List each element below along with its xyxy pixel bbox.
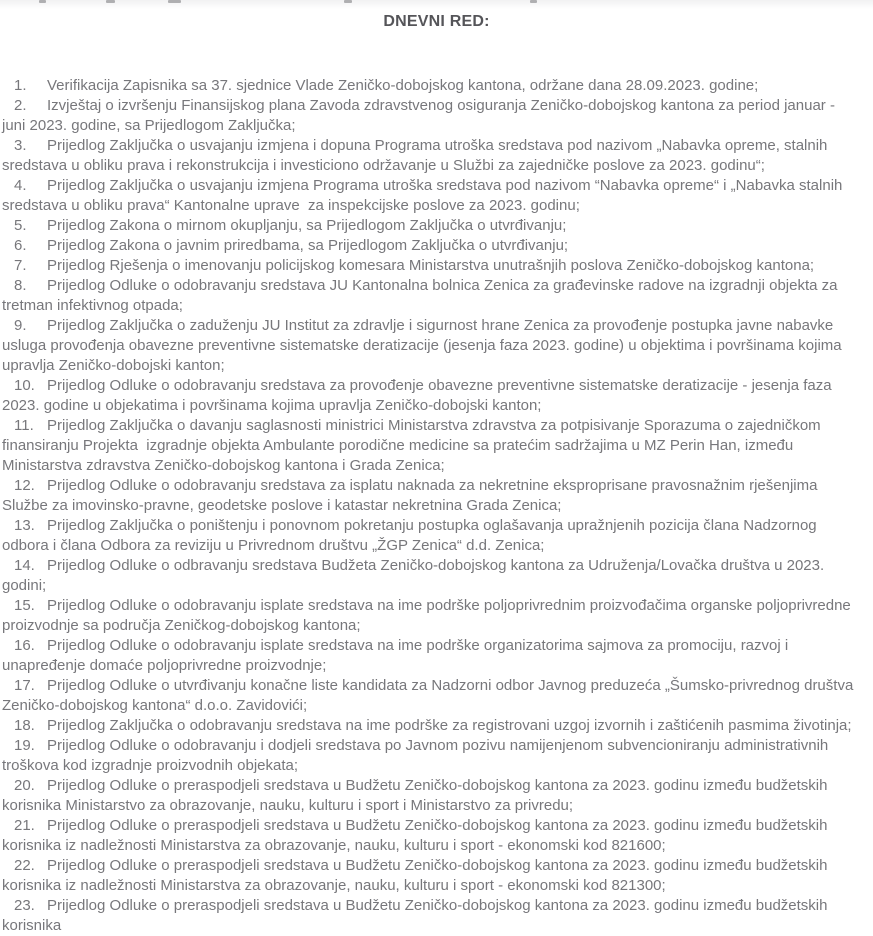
agenda-item-text: Prijedlog Odluke o odobravanju sredstava za isplatu naknada za nekretnine eksproprisane pravosnažnim rješenjima Službe za imovinsko-pravne, geodetske poslove i katastar nekretnina Grada Zenica; <box>2 477 822 514</box>
agenda-item-number: 8. <box>14 277 27 294</box>
agenda-item-number: 20. <box>14 777 35 794</box>
agenda-item-number: 18. <box>14 717 35 734</box>
agenda-item-text: Prijedlog Odluke o preraspodjeli sredstava u Budžetu Zeničko-dobojskog kantona za 2023. godinu između budžetskih korisnika Ministarstvo za obrazovanje, nauku, kulturu i sport i Ministarstvo za privredu; <box>2 777 832 814</box>
agenda-item-number: 22. <box>14 857 35 874</box>
agenda-item <box>2 776 862 816</box>
agenda-item <box>2 216 862 236</box>
agenda-item-number: 23. <box>14 897 35 914</box>
agenda-item-text: Prijedlog Odluke o odobravanju isplate sredstava na ime podrške organizatorima sajmova za promociju, razvoj i unapređenje domaće poljoprivredne proizvodnje; <box>2 637 793 674</box>
agenda-item-number: 21. <box>14 817 35 834</box>
agenda-item-number: 4. <box>14 177 27 194</box>
agenda-item <box>2 416 862 476</box>
agenda-item-text: Prijedlog Odluke o odobravanju isplate sredstava na ime podrške poljoprivrednim proizvođačima organske poljoprivredne proizvodnje sa područja Zeničkog-dobojskog kantona; <box>2 597 855 634</box>
agenda-item-text: Prijedlog Zakona o mirnom okupljanju, sa Prijedlogom Zaključka o utvrđivanju; <box>47 217 567 234</box>
agenda-item-text: Prijedlog Zaključka o usvajanju izmjena i dopuna Programa utroška sredstava pod nazivom „Nabavka opreme, stalnih sredstava u obliku prava i rekonstrukcija i investiciono održavanje u Službi za zajedničke poslove za 2023. godinu“; <box>2 137 832 174</box>
agenda-list <box>0 76 873 936</box>
agenda-item-text: Prijedlog Odluke o odobravanju sredstava za provođenje obavezne preventivne sistematske deratizacije - jesenja faza 2023. godine u objekatima i površinama kojima upravlja Zeničko-dobojski kanton; <box>2 377 836 414</box>
agenda-item-number: 13. <box>14 517 35 534</box>
agenda-item <box>2 516 862 556</box>
agenda-item <box>2 176 862 216</box>
agenda-item <box>2 136 862 176</box>
clipped-text-remnant <box>39 0 46 3</box>
agenda-item <box>2 596 862 636</box>
agenda-item <box>2 816 862 856</box>
agenda-item-number: 10. <box>14 377 35 394</box>
agenda-item <box>2 276 862 316</box>
agenda-item-text: Prijedlog Odluke o utvrđivanju konačne liste kandidata za Nadzorni odbor Javnog preduzeća „Šumsko-privrednog društva Zeničko-dobojskog kantona“ d.o.o. Zavidovići; <box>2 677 858 714</box>
agenda-item <box>2 76 862 96</box>
agenda-item-number: 3. <box>14 137 27 154</box>
agenda-item-text: Prijedlog Odluke o preraspodjeli sredstava u Budžetu Zeničko-dobojskog kantona za 2023. godinu između budžetskih korisnika iz nadležnosti Ministarstva za obrazovanje, nauku, kulturu i sport - ekonomski kod 821600; <box>2 817 832 854</box>
clipped-text-remnant <box>530 0 537 3</box>
agenda-item-number: 11. <box>14 417 34 434</box>
agenda-item-text: Prijedlog Zaključka o odobravanju sredstava na ime podrške za registrovani uzgoj izvornih i zaštićenih pasmima životinja; <box>47 717 852 734</box>
agenda-item-number: 7. <box>14 257 27 274</box>
agenda-item <box>2 736 862 776</box>
agenda-item-text: Verifikacija Zapisnika sa 37. sjednice Vlade Zeničko-dobojskog kantona, održane dana 28.09.2023. godine; <box>47 77 759 94</box>
agenda-item-number: 14. <box>14 557 35 574</box>
agenda-item <box>2 96 862 136</box>
agenda-item-number: 9. <box>14 317 27 334</box>
clipped-text-remnant <box>344 0 352 3</box>
agenda-item-number: 16. <box>14 637 35 654</box>
agenda-item-text: Prijedlog Odluke o preraspodjeli sredstava u Budžetu Zeničko-dobojskog kantona za 2023. godinu između budžetskih korisnika <box>2 897 832 934</box>
clipped-text-remnant <box>168 0 181 3</box>
agenda-item-number: 12. <box>14 477 35 494</box>
agenda-item-text: Prijedlog Zaključka o zaduženju JU Institut za zdravlje i sigurnost hrane Zenica za provođenje postupka javne nabavke usluga provođenja obavezne preventivne sistematske deratizacije (jesenja faza 2023. godine) u objektima i površinama kojima upravlja Zeničko-dobojski kanton; <box>2 317 846 374</box>
agenda-item-text: Prijedlog Odluke o preraspodjeli sredstava u Budžetu Zeničko-dobojskog kantona za 2023. godinu između budžetskih korisnika iz nadležnosti Ministarstva za obrazovanje, nauku, kulturu i sport - ekonomski kod 821300; <box>2 857 832 894</box>
agenda-item-number: 15. <box>14 597 35 614</box>
agenda-item <box>2 716 862 736</box>
agenda-item-number: 6. <box>14 237 27 254</box>
agenda-item <box>2 856 862 896</box>
agenda-item-text: Izvještaj o izvršenju Finansijskog plana Zavoda zdravstvenog osiguranja Zeničko-dobojskog kantona za period januar - juni 2023. godine, sa Prijedlogom Zaključka; <box>2 97 840 134</box>
clipped-text-remnant <box>106 0 115 3</box>
agenda-item <box>2 676 862 716</box>
agenda-item-text: Prijedlog Zaključka o davanju saglasnosti ministrici Ministarstva zdravstva za potpisivanje Sporazuma o zajedničkom finansiranju Projekta izgradnje objekta Ambulante porodične medicine sa pratećim sadržajima u MZ Perin Han, između Ministarstva zdravstva Zeničko-dobojskog kantona i Grada Zenica; <box>2 417 825 474</box>
agenda-item-number: 1. <box>14 77 27 94</box>
agenda-item <box>2 476 862 516</box>
agenda-item-text: Prijedlog Odluke o odobravanju i dodjeli sredstava po Javnom pozivu namijenjenom subvencioniranju administrativnih troškova kod izgradnje proizvodnih objekata; <box>2 737 833 774</box>
agenda-item-text: Prijedlog Odluke o odbravanju sredstava Budžeta Zeničko-dobojskog kantona za Udruženja/Lovačka društva u 2023. godini; <box>2 557 829 594</box>
agenda-item-text: Prijedlog Odluke o odobravanju sredstava JU Kantonalna bolnica Zenica za građevinske radove na izgradnji objekta za tretman infektivnog otpada; <box>2 277 842 314</box>
agenda-item <box>2 636 862 676</box>
agenda-item-text: Prijedlog Zaključka o usvajanju izmjena Programa utroška sredstava pod nazivom “Nabavka opreme“ i „Nabavka stalnih sredstava u obliku prava“ Kantonalne uprave za inspekcijske poslove za 2023. godinu; <box>2 177 847 214</box>
page-title: DNEVNI RED: <box>383 13 490 30</box>
agenda-item-text: Prijedlog Rješenja o imenovanju policijskog komesara Ministarstva unutrašnjih poslova Zeničko-dobojskog kantona; <box>47 257 815 274</box>
agenda-item-number: 2. <box>14 97 27 114</box>
agenda-item-text: Prijedlog Zakona o javnim priredbama, sa Prijedlogom Zaključka o utvrđivanju; <box>47 237 569 254</box>
agenda-item <box>2 256 862 276</box>
agenda-item <box>2 376 862 416</box>
agenda-item-number: 5. <box>14 217 27 234</box>
agenda-item <box>2 896 862 936</box>
agenda-item-text: Prijedlog Zaključka o poništenju i ponovnom pokretanju postupka oglašavanja upražnjenih pozicija člana Nadzornog odbora i člana Odbora za reviziju u Privrednom društvu „ŽGP Zenica“ d.d. Zenica; <box>2 517 821 554</box>
agenda-item <box>2 316 862 376</box>
agenda-item-number: 17. <box>14 677 35 694</box>
agenda-item <box>2 236 862 256</box>
agenda-item-number: 19. <box>14 737 35 754</box>
agenda-item <box>2 556 862 596</box>
